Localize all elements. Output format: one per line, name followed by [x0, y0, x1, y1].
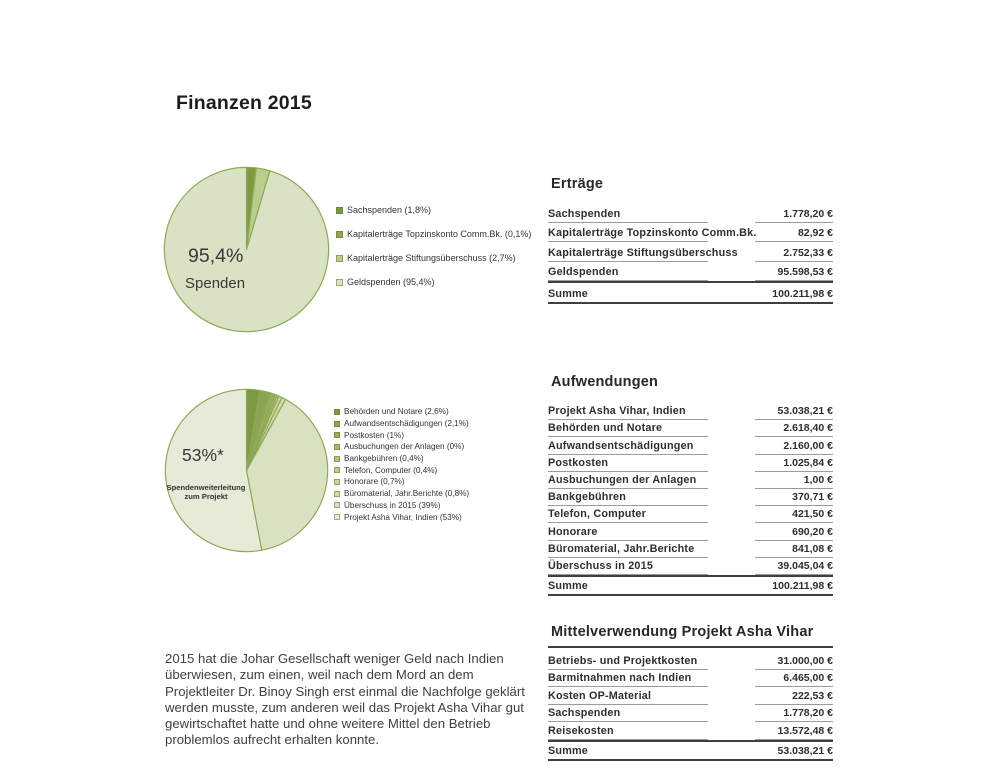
aufwendungen-heading: Aufwendungen — [551, 374, 659, 390]
row-label: Kosten OP-Material — [548, 690, 708, 705]
row-label: Ausbuchungen der Anlagen — [548, 474, 708, 489]
legend-label: Ausbuchungen der Anlagen (0%) — [344, 442, 465, 452]
ertraege-pie-caption: Spenden — [185, 275, 246, 292]
row-value: 2.160,00 € — [755, 440, 833, 455]
row-value: 1,00 € — [755, 474, 833, 489]
table-row — [548, 420, 833, 437]
row-label: Projekt Asha Vihar, Indien — [548, 405, 708, 420]
row-label: Betriebs- und Projektkosten — [548, 655, 708, 670]
ertraege-pie-percentage: 95,4% — [188, 245, 244, 267]
table-row — [548, 506, 833, 523]
aufwendungen-table — [548, 403, 833, 596]
legend-swatch-icon — [334, 467, 340, 473]
table-summe-row — [548, 281, 833, 304]
legend-label: Aufwandsentschädigungen (2,1%) — [344, 419, 469, 429]
mittelverwendung-table — [548, 652, 833, 761]
table-row — [548, 242, 833, 261]
row-label: Reisekosten — [548, 725, 708, 740]
legend-item — [336, 246, 531, 270]
commentary-paragraph: 2015 hat die Johar Gesellschaft weniger Geld nach Indien überwiesen, zum einen, weil nach dem Mord an dem Projektleiter Dr. Binoy Singh erst einmal die Nachfolge geklärt werden musste, zum anderen weil das Projekt Asha Vihar gut gewirtschaftet hatte und ohne weitere Mittel den Betrieb problemlos aufrecht erhalten konnte. — [165, 651, 525, 748]
row-label: Behörden und Notare — [548, 422, 708, 437]
row-value: 841,08 € — [755, 543, 833, 558]
legend-item — [334, 511, 469, 523]
ertraege-pie-chart — [162, 165, 331, 334]
ertraege-heading: Erträge — [551, 176, 604, 192]
row-label: Summe — [548, 287, 589, 300]
legend-item — [334, 464, 469, 476]
legend-label: Kapitalerträge Topzinskonto Comm.Bk. (0,1%) — [347, 229, 532, 239]
row-value: 53.038,21 € — [777, 745, 833, 757]
row-value: 31.000,00 € — [755, 655, 833, 670]
table-row — [548, 223, 833, 242]
legend-swatch-icon — [334, 514, 340, 520]
aufwendungen-pie-svg — [163, 387, 330, 554]
table-row — [548, 472, 833, 489]
row-value: 39.045,04 € — [755, 560, 833, 575]
legend-label: Kapitalerträge Stiftungsüberschuss (2,7%) — [347, 253, 516, 263]
table-row — [548, 262, 833, 281]
table-row — [548, 523, 833, 540]
legend-item — [336, 270, 531, 294]
legend-item — [334, 488, 469, 500]
row-value: 82,92 € — [755, 227, 833, 242]
row-value: 1.778,20 € — [755, 707, 833, 722]
row-value: 13.572,48 € — [755, 725, 833, 740]
table-row — [548, 455, 833, 472]
table-row — [548, 670, 833, 688]
mittelverwendung-heading: Mittelverwendung Projekt Asha Vihar — [551, 624, 814, 640]
row-value: 100.211,98 € — [772, 580, 833, 593]
row-value: 100.211,98 € — [772, 287, 833, 300]
aufwendungen-legend — [334, 406, 469, 523]
legend-label: Überschuss in 2015 (39%) — [344, 500, 441, 510]
row-value: 1.778,20 € — [755, 208, 833, 223]
legend-item — [334, 453, 469, 465]
aufwendungen-pie-caption-line2: zum Projekt — [184, 492, 228, 501]
legend-swatch-icon — [334, 444, 340, 450]
row-value: 421,50 € — [755, 508, 833, 523]
legend-item — [334, 418, 469, 430]
row-label: Kapitalerträge Stiftungsüberschuss — [548, 247, 708, 262]
page-title: Finanzen 2015 — [176, 92, 312, 114]
row-value: 1.025,84 € — [755, 457, 833, 472]
legend-item — [336, 198, 531, 222]
row-value: 2.752,33 € — [755, 247, 833, 262]
legend-swatch-icon — [334, 491, 340, 497]
row-label: Summe — [548, 745, 589, 757]
legend-swatch-icon — [336, 255, 343, 262]
legend-label: Honorare (0,7%) — [344, 477, 405, 487]
legend-label: Büromaterial, Jahr.Berichte (0,8%) — [344, 489, 470, 499]
row-value: 6.465,00 € — [755, 672, 833, 687]
legend-label: Projekt Asha Vihar, Indien (53%) — [344, 512, 462, 522]
table-row — [548, 687, 833, 705]
table-row — [548, 437, 833, 454]
row-value: 53.038,21 € — [755, 405, 833, 420]
legend-swatch-icon — [334, 421, 340, 427]
row-label: Barmitnahmen nach Indien — [548, 672, 708, 687]
legend-swatch-icon — [334, 479, 340, 485]
row-label: Überschuss in 2015 — [548, 560, 708, 575]
row-label: Kapitalerträge Topzinskonto Comm.Bk. — [548, 227, 708, 242]
legend-swatch-icon — [336, 207, 343, 214]
ertraege-table — [548, 204, 833, 304]
row-value: 222,53 € — [755, 690, 833, 705]
table-row — [548, 204, 833, 223]
row-label: Büromaterial, Jahr.Berichte — [548, 543, 708, 558]
row-label: Telefon, Computer — [548, 508, 708, 523]
row-label: Aufwandsentschädigungen — [548, 440, 708, 455]
legend-item — [334, 500, 469, 512]
legend-swatch-icon — [334, 456, 340, 462]
legend-label: Postkosten (1%) — [344, 430, 405, 440]
legend-swatch-icon — [336, 279, 343, 286]
row-label: Sachspenden — [548, 208, 708, 223]
legend-swatch-icon — [334, 432, 340, 438]
legend-label: Behörden und Notare (2,6%) — [344, 407, 449, 417]
row-value: 690,20 € — [755, 526, 833, 541]
table-summe-row — [548, 575, 833, 596]
row-label: Summe — [548, 580, 589, 593]
ertraege-legend — [336, 198, 531, 294]
table-row — [548, 705, 833, 723]
legend-item — [334, 476, 469, 488]
legend-label: Sachspenden (1,8%) — [347, 205, 432, 215]
table-summe-row — [548, 740, 833, 762]
aufwendungen-pie-chart — [163, 387, 330, 554]
legend-item — [334, 429, 469, 441]
legend-item — [336, 222, 531, 246]
table-row — [548, 403, 833, 420]
legend-swatch-icon — [336, 231, 343, 238]
row-label: Postkosten — [548, 457, 708, 472]
mittelverwendung-heading-rule — [548, 646, 833, 648]
row-label: Bankgebühren — [548, 491, 708, 506]
legend-swatch-icon — [334, 502, 340, 508]
aufwendungen-pie-percentage: 53%* — [182, 445, 224, 465]
legend-label: Geldspenden (95,4%) — [347, 277, 435, 287]
row-label: Sachspenden — [548, 707, 708, 722]
table-row — [548, 541, 833, 558]
legend-item — [334, 406, 469, 418]
table-row — [548, 652, 833, 670]
row-label: Geldspenden — [548, 266, 708, 281]
aufwendungen-pie-graphic — [163, 387, 330, 554]
aufwendungen-pie-caption — [163, 483, 249, 501]
table-row — [548, 558, 833, 575]
aufwendungen-pie-caption-line1: Spendenweiterleitung — [166, 483, 246, 492]
row-value: 370,71 € — [755, 491, 833, 506]
legend-label: Bankgebühren (0,4%) — [344, 454, 424, 464]
row-value: 2.618,40 € — [755, 422, 833, 437]
legend-label: Telefon, Computer (0,4%) — [344, 465, 438, 475]
legend-item — [334, 441, 469, 453]
legend-swatch-icon — [334, 409, 340, 415]
row-value: 95.598,53 € — [755, 266, 833, 281]
row-label: Honorare — [548, 526, 708, 541]
table-row — [548, 722, 833, 740]
table-row — [548, 489, 833, 506]
